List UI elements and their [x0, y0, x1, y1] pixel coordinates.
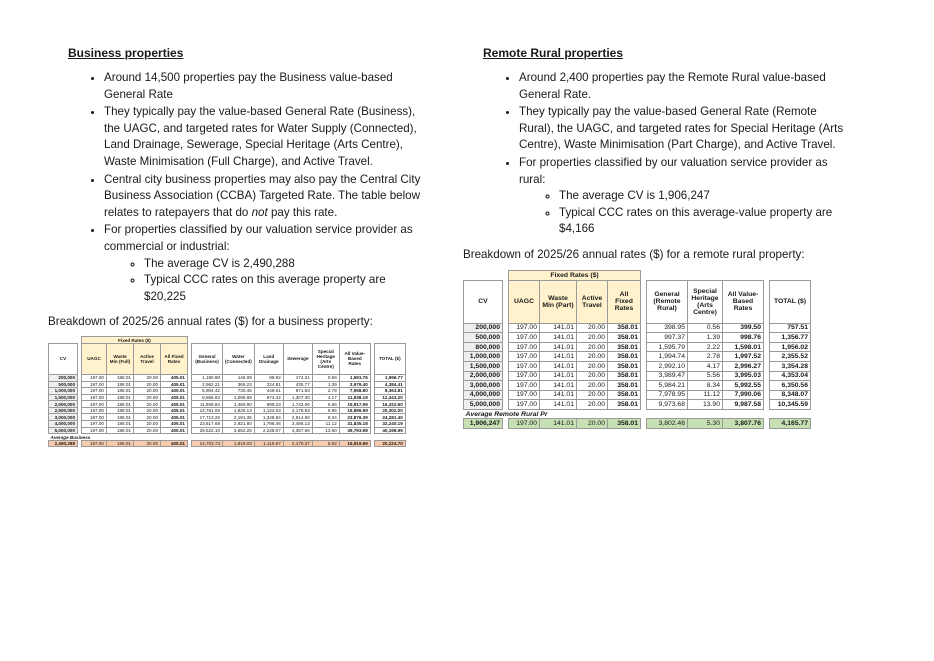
table-cell: 20.00	[134, 427, 161, 434]
table-cell: 405.01	[161, 388, 188, 395]
table-cell: 20.00	[577, 361, 608, 371]
remote-bullets	[463, 70, 853, 238]
table-cell: 5.56	[312, 401, 339, 408]
table-cell: 730.45	[223, 388, 255, 395]
table-cell: 500,000	[464, 333, 503, 343]
column-header: Land Drainage	[254, 343, 283, 374]
table-cell: 2,000,000	[49, 401, 78, 408]
table-row	[464, 390, 811, 400]
table-cell: 1.39	[312, 381, 339, 388]
table-cell: 188.01	[107, 407, 134, 414]
table-cell: 13.90	[312, 427, 339, 434]
column-header: All Value-Based Rates	[723, 280, 764, 323]
column-header: TOTAL ($)	[770, 280, 811, 323]
column-header: Active Travel	[134, 343, 161, 374]
table-cell: 405.01	[161, 427, 188, 434]
table-cell: 20.00	[577, 390, 608, 400]
table-cell: 2,490,288	[49, 440, 78, 447]
average-label: Average Remote Rural Pr	[465, 410, 548, 418]
table-cell: 197.00	[82, 394, 107, 401]
table-cell: 146.09	[223, 374, 255, 381]
column-header: General (Remote Rural)	[647, 280, 688, 323]
table-cell: 20.00	[577, 400, 608, 410]
business-section	[48, 46, 428, 447]
table-cell: 1,994.74	[647, 352, 688, 362]
table-cell: 0.56	[312, 374, 339, 381]
table-cell: 197.00	[82, 401, 107, 408]
table-cell: 5.30	[688, 419, 723, 429]
table-cell: 871.53	[283, 388, 312, 395]
table-cell: 197.00	[509, 381, 540, 391]
table-cell: 7,958.80	[339, 388, 370, 395]
table-cell: 757.51	[770, 323, 811, 333]
table-cell: 20.00	[134, 414, 161, 421]
table-cell: 1,095.68	[223, 394, 255, 401]
business-heading: Business properties	[68, 46, 184, 60]
table-cell: 1,124.03	[254, 407, 283, 414]
table-cell: 8.34	[312, 414, 339, 421]
table-cell: 405.01	[161, 394, 188, 401]
table-cell: 2.78	[688, 352, 723, 362]
bullet-item-ccba	[104, 172, 428, 222]
table-cell: 997.37	[647, 333, 688, 343]
table-cell: 20.00	[577, 381, 608, 391]
table-cell: 20.00	[134, 407, 161, 414]
column-header: All Fixed Rates	[608, 280, 641, 323]
table-cell: 2,614.60	[283, 414, 312, 421]
column-header: Waste Min (Part)	[540, 280, 577, 323]
table-cell: 4,000,000	[49, 421, 78, 428]
table-cell: 1,956.02	[770, 342, 811, 352]
table-cell: 19,819.69	[339, 440, 370, 447]
table-cell: 9,987.58	[723, 400, 764, 410]
column-header: Active Travel	[577, 280, 608, 323]
table-cell: 405.01	[161, 401, 188, 408]
remote-rates-table	[463, 270, 811, 429]
table-cell: 16,322.60	[374, 401, 405, 408]
table-cell: 2.78	[312, 388, 339, 395]
table-cell: 14,761.05	[192, 407, 223, 414]
table-cell: 141.01	[540, 352, 577, 362]
table-cell: 188.01	[107, 394, 134, 401]
table-cell: 6.92	[312, 440, 339, 447]
table-cell: 1,307.30	[283, 394, 312, 401]
table-cell: 399.50	[723, 323, 764, 333]
table-cell: 405.01	[161, 407, 188, 414]
table-cell: 10,345.59	[770, 400, 811, 410]
table-row	[49, 427, 406, 434]
table-cell: 365.23	[223, 381, 255, 388]
table-cell: 5.56	[688, 371, 723, 381]
table-cell: 197.00	[82, 381, 107, 388]
table-cell: 7,978.95	[647, 390, 688, 400]
ccba-text-end: pay this rate.	[267, 205, 338, 219]
table-cell: 6,350.56	[770, 381, 811, 391]
business-sub-bullets	[104, 256, 428, 306]
table-cell: 31,835.18	[339, 421, 370, 428]
table-cell: 1,906,247	[464, 419, 503, 429]
table-cell: 1,500,000	[49, 394, 78, 401]
table-cell: 20.00	[134, 388, 161, 395]
table-cell: 8,856.63	[192, 394, 223, 401]
average-label-row	[464, 409, 811, 419]
table-cell: 20.00	[134, 381, 161, 388]
table-cell: 20.00	[577, 333, 608, 343]
table-cell: 141.01	[540, 381, 577, 391]
table-cell: 20.00	[134, 394, 161, 401]
table-cell: 5,000,000	[464, 400, 503, 410]
table-cell: 197.00	[509, 361, 540, 371]
table-cell: 20,224.70	[374, 440, 405, 447]
bullet-item: • Around 2,400 properties pay the Remote Rural value-based General Rate.	[519, 70, 853, 103]
table-cell: 20.00	[577, 323, 608, 333]
column-header: Sewerage	[283, 343, 312, 374]
table-cell: 358.01	[608, 352, 641, 362]
table-cell: 197.00	[509, 333, 540, 343]
table-cell: 4,357.66	[283, 427, 312, 434]
table-cell: 39,793.98	[339, 427, 370, 434]
table-cell: 6.95	[312, 407, 339, 414]
table-cell: 188.01	[107, 414, 134, 421]
table-cell: 197.00	[82, 414, 107, 421]
table-cell: 2,248.07	[254, 427, 283, 434]
table-cell: 197.00	[509, 419, 540, 429]
table-group-row	[49, 337, 406, 344]
column-header: TOTAL ($)	[374, 343, 405, 374]
table-row	[464, 400, 811, 410]
table-cell: 405.01	[161, 440, 188, 447]
column-header: CV	[49, 343, 78, 374]
table-cell: 2,992.10	[647, 361, 688, 371]
table-cell: 20.00	[577, 352, 608, 362]
table-row	[464, 371, 811, 381]
table-cell: 500,000	[49, 381, 78, 388]
table-cell: 29,522.10	[192, 427, 223, 434]
table-cell: 141.01	[540, 333, 577, 343]
table-cell: 197.00	[509, 371, 540, 381]
remote-table-caption: Breakdown of 2025/26 annual rates ($) for a remote rural property:	[463, 247, 805, 261]
table-cell: 2,962.21	[192, 381, 223, 388]
table-cell: 1,000,000	[464, 352, 503, 362]
table-cell: 197.00	[509, 342, 540, 352]
table-cell: 3,807.76	[723, 419, 764, 429]
average-row	[49, 440, 406, 447]
table-row	[464, 381, 811, 391]
table-cell: 200,000	[464, 323, 503, 333]
fixed-rates-group-header: Fixed Rates ($)	[82, 337, 188, 344]
table-cell: 188.01	[107, 381, 134, 388]
table-cell: 2,191.35	[223, 414, 255, 421]
table-cell: 197.00	[82, 388, 107, 395]
table-cell: 405.01	[161, 414, 188, 421]
table-cell: 11.12	[688, 390, 723, 400]
ccba-emphasis: not	[251, 205, 268, 219]
table-row	[49, 394, 406, 401]
table-row	[49, 414, 406, 421]
table-cell: 3,979.40	[339, 381, 370, 388]
table-cell: 1,819.03	[223, 440, 255, 447]
table-cell: 5,984.21	[647, 381, 688, 391]
table-cell: 3,989.47	[647, 371, 688, 381]
table-cell: 20.00	[134, 374, 161, 381]
table-row	[49, 407, 406, 414]
table-row	[49, 381, 406, 388]
table-cell: 1,000,000	[49, 388, 78, 395]
table-cell: 20.00	[134, 421, 161, 428]
column-header: Waste Min (Full)	[107, 343, 134, 374]
table-cell: 1,348.84	[254, 414, 283, 421]
table-cell: 12,343.20	[374, 394, 405, 401]
bullet-item: • For properties classified by our valuation service provider as commercial or industrial: ◦ The average CV is 2,490,288 ◦ Typical CCC rates on this average property are $20,225	[104, 222, 428, 305]
table-cell: 23,617.68	[192, 421, 223, 428]
table-cell: 3,995.03	[723, 371, 764, 381]
table-cell: 5,000,000	[49, 427, 78, 434]
remote-heading: Remote Rural properties	[483, 46, 624, 60]
table-cell: 358.01	[608, 419, 641, 429]
bullet-item: • They typically pay the value-based General Rate (Remote Rural), the UAGC, and targeted rates for Special Heritage (Arts Centre), Waste Minimisation (Part Charge), and Active Travel.	[519, 104, 853, 154]
business-bullets	[48, 70, 428, 305]
table-cell: 7,990.06	[723, 390, 764, 400]
column-header: CV	[464, 280, 503, 323]
table-cell: 1.39	[688, 333, 723, 343]
business-rates-table	[48, 336, 406, 447]
column-header: All Value-Based Rates	[339, 343, 370, 374]
table-cell: 20,302.00	[374, 407, 405, 414]
table-cell: 19,896.99	[339, 407, 370, 414]
table-cell: 1,598.01	[723, 342, 764, 352]
table-cell: 11.12	[312, 421, 339, 428]
table-cell: 4.17	[688, 361, 723, 371]
table-cell: 1,591.76	[339, 374, 370, 381]
table-gap	[464, 270, 503, 280]
table-cell: 1,119.67	[254, 440, 283, 447]
table-cell: 20.00	[134, 401, 161, 408]
column-header: Special Heritage (Arts Centre)	[688, 280, 723, 323]
table-header-row	[49, 343, 406, 374]
table-cell: 3,486.13	[283, 421, 312, 428]
table-row	[49, 388, 406, 395]
average-label: Average Business	[50, 434, 91, 440]
table-cell: 4.17	[312, 394, 339, 401]
table-cell: 4,384.41	[374, 381, 405, 388]
table-cell: 1,996.77	[374, 374, 405, 381]
bullet-item: • They typically pay the value-based General Rate (Business), the UAGC, and targeted rates for Water Supply (Connected), Land Drainage, Sewerage, Special Heritage (Arts Centre), Waste Minimisation (Full Charge), and Active Travel.	[104, 104, 428, 170]
table-cell: 197.00	[82, 421, 107, 428]
average-row	[464, 419, 811, 429]
table-cell: 197.00	[509, 323, 540, 333]
table-cell: 89.92	[254, 374, 283, 381]
table-cell: 3,802.46	[647, 419, 688, 429]
table-cell: 3,000,000	[49, 414, 78, 421]
table-cell: 32,240.19	[374, 421, 405, 428]
table-cell: 358.01	[608, 390, 641, 400]
table-cell: 8,348.07	[770, 390, 811, 400]
table-cell: 14,703.73	[192, 440, 223, 447]
table-cell: 200,000	[49, 374, 78, 381]
table-cell: 224.81	[254, 381, 283, 388]
table-cell: 197.00	[82, 440, 107, 447]
table-cell: 358.01	[608, 371, 641, 381]
table-gap	[49, 337, 78, 344]
table-cell: 899.23	[254, 401, 283, 408]
table-group-row	[464, 270, 811, 280]
table-cell: 197.00	[509, 400, 540, 410]
bullet-item: • For properties classified by our valuation service provider as rural: ◦ The average CV is 1,906,247 ◦ Typical CCC rates on this average-value property are $4,166	[519, 155, 853, 238]
table-cell: 197.00	[82, 407, 107, 414]
table-cell: 1,460.90	[223, 401, 255, 408]
table-cell: 20.00	[577, 371, 608, 381]
sub-bullet-item: ◦ Typical CCC rates on this average-value property are $4,166	[559, 205, 853, 238]
table-cell: 2,996.27	[723, 361, 764, 371]
table-cell: 40,198.99	[374, 427, 405, 434]
table-cell: 358.01	[608, 381, 641, 391]
table-cell: 3,652.25	[223, 427, 255, 434]
table-cell: 5,904.42	[192, 388, 223, 395]
table-cell: 405.01	[161, 421, 188, 428]
remote-rural-section	[463, 46, 853, 429]
average-label-row	[49, 434, 406, 441]
sub-bullet-item: ◦ Typical CCC rates on this average property are $20,225	[144, 272, 428, 305]
table-cell: 398.95	[647, 323, 688, 333]
bullet-item: • Around 14,500 properties pay the Business value-based General Rate	[104, 70, 428, 103]
table-cell: 0.56	[688, 323, 723, 333]
table-cell: 141.01	[540, 390, 577, 400]
table-cell: 358.01	[608, 323, 641, 333]
sub-bullet-item: ◦ The average CV is 2,490,288	[144, 256, 428, 273]
table-row	[464, 361, 811, 371]
column-header: All Fixed Rates	[161, 343, 188, 374]
table-row	[464, 323, 811, 333]
column-header: Special Heritage (Arts Centre)	[312, 343, 339, 374]
table-row	[49, 401, 406, 408]
column-header: General (Business)	[192, 343, 223, 374]
table-cell: 197.00	[509, 352, 540, 362]
table-cell: 13.90	[688, 400, 723, 410]
business-table-caption: Breakdown of 2025/26 annual rates ($) for a business property:	[48, 315, 373, 329]
table-row	[464, 342, 811, 352]
column-header: Water (Connected)	[223, 343, 255, 374]
table-row	[49, 421, 406, 428]
ccba-text: Central city business properties may also pay the Central City Business Association (CCBA) Targeted Rate. The table below relates to ratepayers that do	[104, 172, 421, 219]
remote-sub-bullets	[519, 188, 853, 238]
table-cell: 2,178.83	[283, 407, 312, 414]
table-cell: 197.00	[82, 427, 107, 434]
column-header: UAGC	[82, 343, 107, 374]
table-cell: 4,000,000	[464, 390, 503, 400]
table-cell: 358.01	[608, 400, 641, 410]
table-cell: 141.01	[540, 323, 577, 333]
table-cell: 998.76	[723, 333, 764, 343]
table-cell: 405.01	[161, 374, 188, 381]
table-cell: 11,938.19	[339, 394, 370, 401]
table-cell: 17,713.26	[192, 414, 223, 421]
table-row	[464, 333, 811, 343]
table-cell: 197.00	[82, 374, 107, 381]
table-cell: 15,917.59	[339, 401, 370, 408]
table-cell: 2,000,000	[464, 371, 503, 381]
table-cell: 2.22	[688, 342, 723, 352]
table-cell: 1,798.46	[254, 421, 283, 428]
table-cell: 5,992.55	[723, 381, 764, 391]
table-cell: 2,921.80	[223, 421, 255, 428]
table-cell: 188.01	[107, 421, 134, 428]
table-cell: 3,354.28	[770, 361, 811, 371]
table-cell: 358.01	[608, 342, 641, 352]
table-cell: 11,808.84	[192, 401, 223, 408]
table-cell: 2,355.52	[770, 352, 811, 362]
table-cell: 405.01	[161, 381, 188, 388]
table-cell: 800,000	[464, 342, 503, 352]
table-cell: 141.01	[540, 342, 577, 352]
table-cell: 8.34	[688, 381, 723, 391]
fixed-rates-group-header: Fixed Rates ($)	[509, 270, 641, 280]
table-cell: 188.01	[107, 388, 134, 395]
table-cell: 20.00	[577, 419, 608, 429]
table-cell: 197.00	[509, 390, 540, 400]
table-cell: 23,876.39	[339, 414, 370, 421]
table-cell: 188.01	[107, 401, 134, 408]
table-cell: 449.61	[254, 388, 283, 395]
table-cell: 188.01	[107, 374, 134, 381]
table-cell: 20.00	[577, 342, 608, 352]
table-cell: 1,356.77	[770, 333, 811, 343]
table-cell: 24,281.40	[374, 414, 405, 421]
table-row	[464, 352, 811, 362]
table-cell: 141.01	[540, 400, 577, 410]
sub-bullet-item: ◦ The average CV is 1,906,247	[559, 188, 853, 205]
table-cell: 9,973.68	[647, 400, 688, 410]
table-cell: 3,000,000	[464, 381, 503, 391]
table-cell: 141.01	[540, 419, 577, 429]
table-cell: 435.77	[283, 381, 312, 388]
table-cell: 1,997.52	[723, 352, 764, 362]
table-cell: 188.01	[107, 427, 134, 434]
table-cell: 188.01	[107, 440, 134, 447]
table-cell: 141.01	[540, 361, 577, 371]
table-cell: 1,826.13	[223, 407, 255, 414]
table-cell: 20.00	[134, 440, 161, 447]
table-cell: 1,595.79	[647, 342, 688, 352]
table-cell: 674.42	[254, 394, 283, 401]
table-cell: 8,363.81	[374, 388, 405, 395]
table-cell: 174.31	[283, 374, 312, 381]
table-cell: 358.01	[608, 361, 641, 371]
table-cell: 4,353.04	[770, 371, 811, 381]
column-header: UAGC	[509, 280, 540, 323]
table-cell: 358.01	[608, 333, 641, 343]
table-cell: 2,500,000	[49, 407, 78, 414]
table-cell: 1,180.88	[192, 374, 223, 381]
table-cell: 1,500,000	[464, 361, 503, 371]
table-cell: 141.01	[540, 371, 577, 381]
table-cell: 4,165.77	[770, 419, 811, 429]
table-cell: 1,743.06	[283, 401, 312, 408]
table-row	[49, 374, 406, 381]
table-header-row	[464, 280, 811, 323]
table-cell: 2,170.37	[283, 440, 312, 447]
